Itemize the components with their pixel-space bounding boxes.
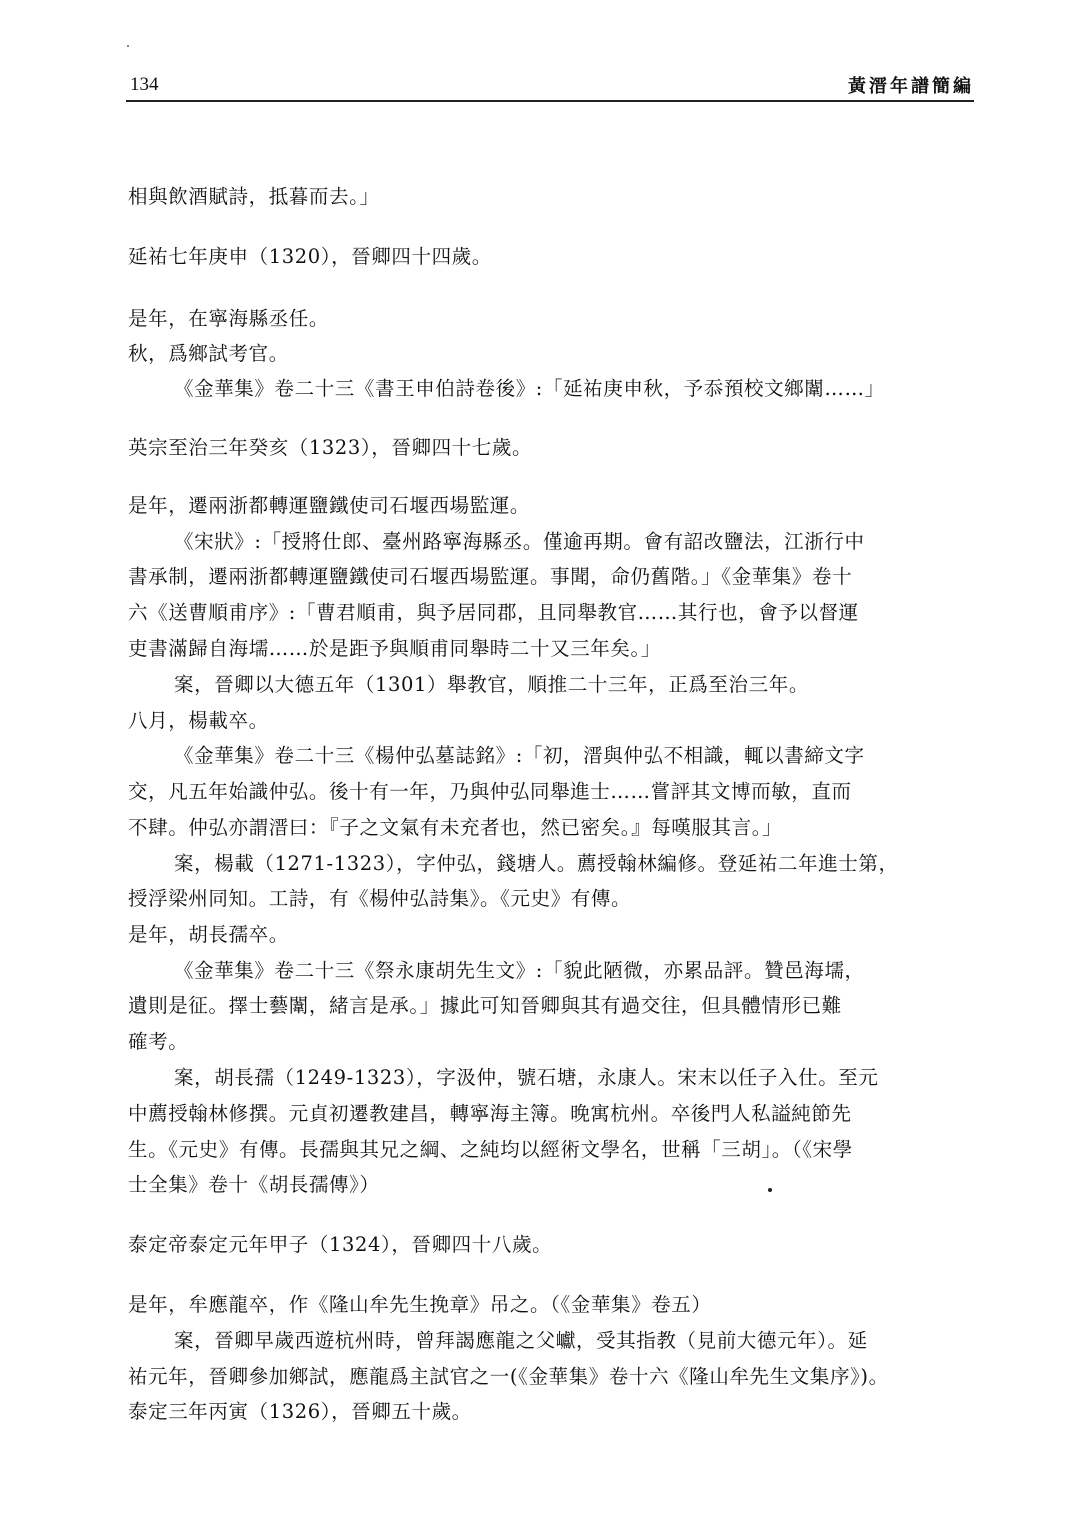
note-line: 中薦授翰林修撰。元貞初遷教建昌，轉寧海主簿。晚寓杭州。卒後門人私謚純節先 xyxy=(128,1102,852,1125)
event-line: 是年，遷兩浙都轉運鹽鐵使司石堰西場監運。 xyxy=(128,494,531,517)
citation-line: 《金華集》卷二十三《祭永康胡先生文》:「貌此陋微，亦累品評。贊邑海壖， xyxy=(174,959,865,982)
note-line: 案，晉卿早歲西遊杭州時，曾拜謁應龍之父巘，受其指教（見前大德元年）。延 xyxy=(174,1329,868,1352)
note-line: 案，胡長孺（1249-1323），字汲仲，號石塘，永康人。宋末以任子入仕。至元 xyxy=(174,1066,879,1089)
page-number: 134 xyxy=(130,74,159,95)
citation-line: 六《送曹順甫序》:「曹君順甫，與予居同郡，且同舉教官……其行也，會予以督運 xyxy=(128,601,859,624)
running-title: 黃溍年譜簡編 xyxy=(848,76,974,97)
header-rule xyxy=(126,100,974,102)
event-line: 是年，胡長孺卒。 xyxy=(128,923,289,946)
year-heading: 泰定三年丙寅（1326），晉卿五十歲。 xyxy=(128,1400,472,1423)
citation-line: 書承制，遷兩浙都轉運鹽鐵使司石堰西場監運。事聞，命仍舊階。」《金華集》卷十 xyxy=(128,565,853,588)
text-line: 相與飲酒賦詩，抵暮而去。」 xyxy=(128,185,380,208)
event-line: 是年，在寧海縣丞任。 xyxy=(128,307,330,330)
citation-line: 《金華集》卷二十三《楊仲弘墓誌銘》:「初，溍與仲弘不相識，輒以書締文字 xyxy=(174,744,865,767)
citation-line: 《金華集》卷二十三《書王申伯詩卷後》:「延祐庚申秋，予忝預校文鄉闈……」 xyxy=(174,377,885,400)
note-line: 祐元年，晉卿參加鄉試，應龍爲主試官之一(《金華集》卷十六《隆山牟先生文集序》)。 xyxy=(128,1365,889,1388)
citation-line: 不肆。仲弘亦謂溍曰：『子之文氣有未充者也，然已密矣。』每嘆服其言。」 xyxy=(128,816,783,839)
note-line: 案，晉卿以大德五年（1301）舉教官，順推二十三年，正爲至治三年。 xyxy=(174,673,809,696)
note-line: 生。《元史》有傳。長孺與其兄之綱、之純均以經術文學名，世稱「三胡」。（《宋學 xyxy=(128,1138,853,1161)
citation-line: 遺則是征。擇士藝闈，緒言是承。」據此可知晉卿與其有過交往，但具體情形已難 xyxy=(128,994,842,1017)
citation-line: 確考。 xyxy=(128,1030,189,1053)
event-line: 八月，楊載卒。 xyxy=(128,709,269,732)
note-line: 案，楊載（1271-1323），字仲弘，錢塘人。薦授翰林編修。登延祐二年進士第， xyxy=(174,852,899,875)
note-line: 士全集》卷十《胡長孺傳》） xyxy=(128,1173,380,1196)
citation-line: 《宋狀》:「授將仕郎、臺州路寧海縣丞。僅逾再期。會有詔改鹽法，江浙行中 xyxy=(174,530,865,553)
citation-line: 交，凡五年始識仲弘。後十有一年，乃與仲弘同舉進士……嘗評其文博而敏，直而 xyxy=(128,780,852,803)
stray-mark xyxy=(768,1188,772,1192)
citation-line: 吏書滿歸自海壖……於是距予與順甫同舉時二十又三年矣。」 xyxy=(128,637,661,660)
page-header xyxy=(128,62,974,100)
event-line: 秋，爲鄉試考官。 xyxy=(128,342,289,365)
year-heading: 延祐七年庚申（1320），晉卿四十四歲。 xyxy=(128,245,492,268)
scan-speck xyxy=(127,45,129,47)
event-line: 是年，牟應龍卒，作《隆山牟先生挽章》吊之。（《金華集》卷五） xyxy=(128,1293,712,1316)
year-heading: 英宗至治三年癸亥（1323），晉卿四十七歲。 xyxy=(128,436,533,459)
note-line: 授浮梁州同知。工詩，有《楊仲弘詩集》。《元史》有傳。 xyxy=(128,887,632,910)
year-heading: 泰定帝泰定元年甲子（1324），晉卿四十八歲。 xyxy=(128,1233,553,1256)
